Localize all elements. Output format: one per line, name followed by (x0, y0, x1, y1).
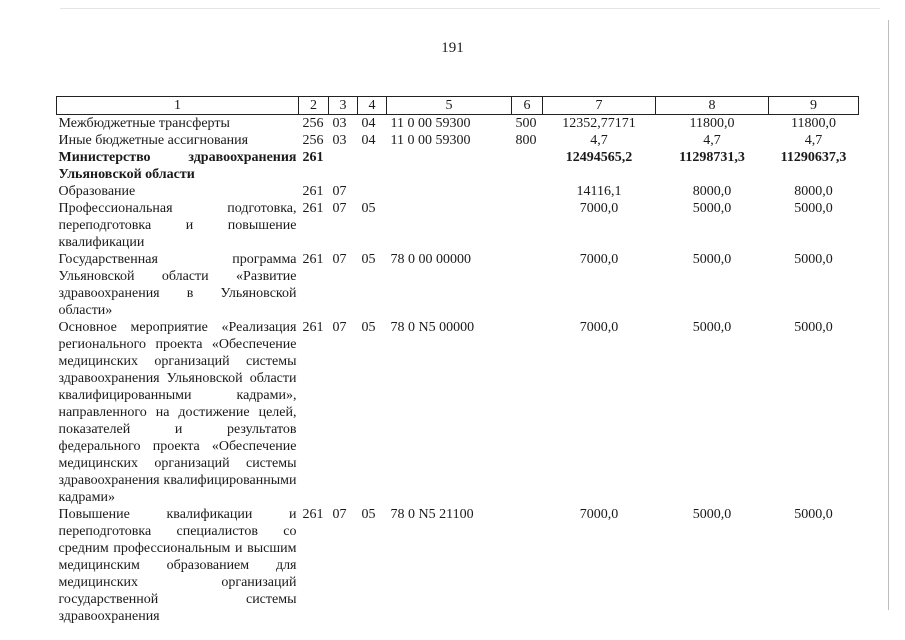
amount-col9-cell: 11290637,3 (780, 150, 847, 165)
target-article-cell: 11 0 00 59300 (390, 116, 471, 131)
ministry-code-cell: 261 (302, 184, 324, 199)
ministry-code-cell: 261 (302, 252, 324, 267)
table-row (57, 251, 859, 319)
subsection-cell (358, 149, 387, 183)
page-number: 191 (441, 40, 464, 56)
expense-type-cell (512, 200, 543, 251)
amount-col8-cell: 8000,0 (692, 184, 732, 199)
amount-col8-cell: 5000,0 (692, 252, 732, 267)
row-name-cell: Государственная программа Ульяновской области «Развитие здравоохранения в Ульяновской области» (58, 252, 297, 318)
section-cell: 07 (332, 201, 347, 216)
expense-type-cell (512, 506, 543, 625)
amount-col7-cell: 7000,0 (579, 507, 619, 522)
row-name-cell: Иные бюджетные ассигнования (58, 133, 249, 148)
row-name-cell: Профессиональная подготовка, переподготовка и повышение квалификации (58, 201, 297, 250)
amount-col7-cell: 7000,0 (579, 320, 619, 335)
amount-col8-cell: 5000,0 (692, 320, 732, 335)
scan-edge-top (60, 8, 880, 9)
amount-col8-cell: 5000,0 (692, 507, 732, 522)
subsection-cell: 05 (361, 252, 376, 267)
amount-col7-cell: 7000,0 (579, 201, 619, 216)
target-article-cell (387, 149, 512, 183)
table-row (57, 319, 859, 506)
target-article-cell: 78 0 N5 00000 (390, 320, 475, 335)
target-article-cell: 78 0 N5 21100 (390, 507, 474, 522)
target-article-cell: 78 0 00 00000 (390, 252, 471, 267)
target-article-cell: 11 0 00 59300 (390, 133, 471, 148)
subsection-cell: 05 (361, 507, 376, 522)
ministry-code-cell: 261 (302, 201, 324, 216)
subsection-cell (358, 183, 387, 200)
amount-col7-cell: 12494565,2 (565, 150, 633, 165)
amount-col8-cell: 4,7 (703, 133, 721, 148)
scan-edge-right (888, 20, 889, 610)
subsection-cell: 04 (361, 133, 376, 148)
header-cell: 1 (57, 97, 299, 115)
amount-col9-cell: 5000,0 (794, 320, 833, 335)
table-body (57, 115, 859, 626)
header-cell: 3 (329, 97, 358, 115)
ministry-code-cell: 261 (302, 150, 324, 165)
budget-table-container (56, 96, 847, 625)
row-name-cell: Основное мероприятие «Реализация регионального проекта «Обеспечение медицинских организаций системы здравоохранения Ульяновской области квалифицированными кадрами», направленного на достижение целей, показателей и результатов федерального проекта «Обеспечение медицинских организаций системы здравоохранения квалифицированными кадрами» (58, 320, 297, 505)
amount-col7-cell: 14116,1 (576, 184, 622, 199)
table-row (57, 506, 859, 625)
header-cell: 8 (656, 97, 769, 115)
amount-col7-cell: 12352,77171 (562, 116, 636, 131)
budget-table (56, 96, 859, 625)
subsection-cell: 04 (361, 116, 376, 131)
row-name-cell: Министерство здравоохранения Ульяновской области (58, 150, 297, 182)
table-row (57, 115, 859, 133)
section-cell: 03 (332, 133, 347, 148)
amount-col8-cell: 11298731,3 (679, 150, 745, 165)
amount-col7-cell: 4,7 (590, 133, 608, 148)
target-article-cell (387, 200, 512, 251)
expense-type-cell (512, 251, 543, 319)
header-cell: 7 (543, 97, 656, 115)
amount-col8-cell: 5000,0 (692, 201, 732, 216)
subsection-cell: 05 (361, 320, 376, 335)
section-cell: 07 (332, 507, 347, 522)
table-row (57, 183, 859, 200)
expense-type-cell: 500 (515, 116, 537, 131)
amount-col9-cell: 5000,0 (794, 252, 833, 267)
row-name-cell: Повышение квалификации и переподготовка специалистов со средним профессиональным и высшим медицинским образованием для медицинских организаций государственной системы здравоохранения (58, 507, 297, 624)
table-row (57, 132, 859, 149)
subsection-cell: 05 (361, 201, 376, 216)
ministry-code-cell: 256 (302, 116, 324, 131)
header-cell: 5 (387, 97, 512, 115)
section-cell: 07 (332, 184, 347, 199)
amount-col9-cell: 8000,0 (794, 184, 833, 199)
table-row (57, 200, 859, 251)
section-cell: 07 (332, 320, 347, 335)
section-cell (329, 149, 358, 183)
row-name-cell: Межбюджетные трансферты (58, 116, 230, 131)
header-cell: 4 (358, 97, 387, 115)
section-cell: 07 (332, 252, 347, 267)
ministry-code-cell: 261 (302, 320, 324, 335)
amount-col9-cell: 4,7 (804, 133, 823, 148)
amount-col9-cell: 5000,0 (794, 201, 833, 216)
section-cell: 03 (332, 116, 347, 131)
header-cell: 2 (299, 97, 329, 115)
column-number-header-row (57, 97, 859, 115)
ministry-code-cell: 256 (302, 133, 324, 148)
amount-col7-cell: 7000,0 (579, 252, 619, 267)
header-cell: 9 (769, 97, 859, 115)
expense-type-cell (512, 149, 543, 183)
target-article-cell (387, 183, 512, 200)
amount-col9-cell: 5000,0 (794, 507, 833, 522)
row-name-cell: Образование (58, 184, 136, 199)
ministry-code-cell: 261 (302, 507, 324, 522)
table-row (57, 149, 859, 183)
amount-col9-cell: 11800,0 (791, 116, 836, 131)
expense-type-cell: 800 (515, 133, 537, 148)
amount-col8-cell: 11800,0 (689, 116, 735, 131)
expense-type-cell (512, 319, 543, 506)
header-cell: 6 (512, 97, 543, 115)
expense-type-cell (512, 183, 543, 200)
